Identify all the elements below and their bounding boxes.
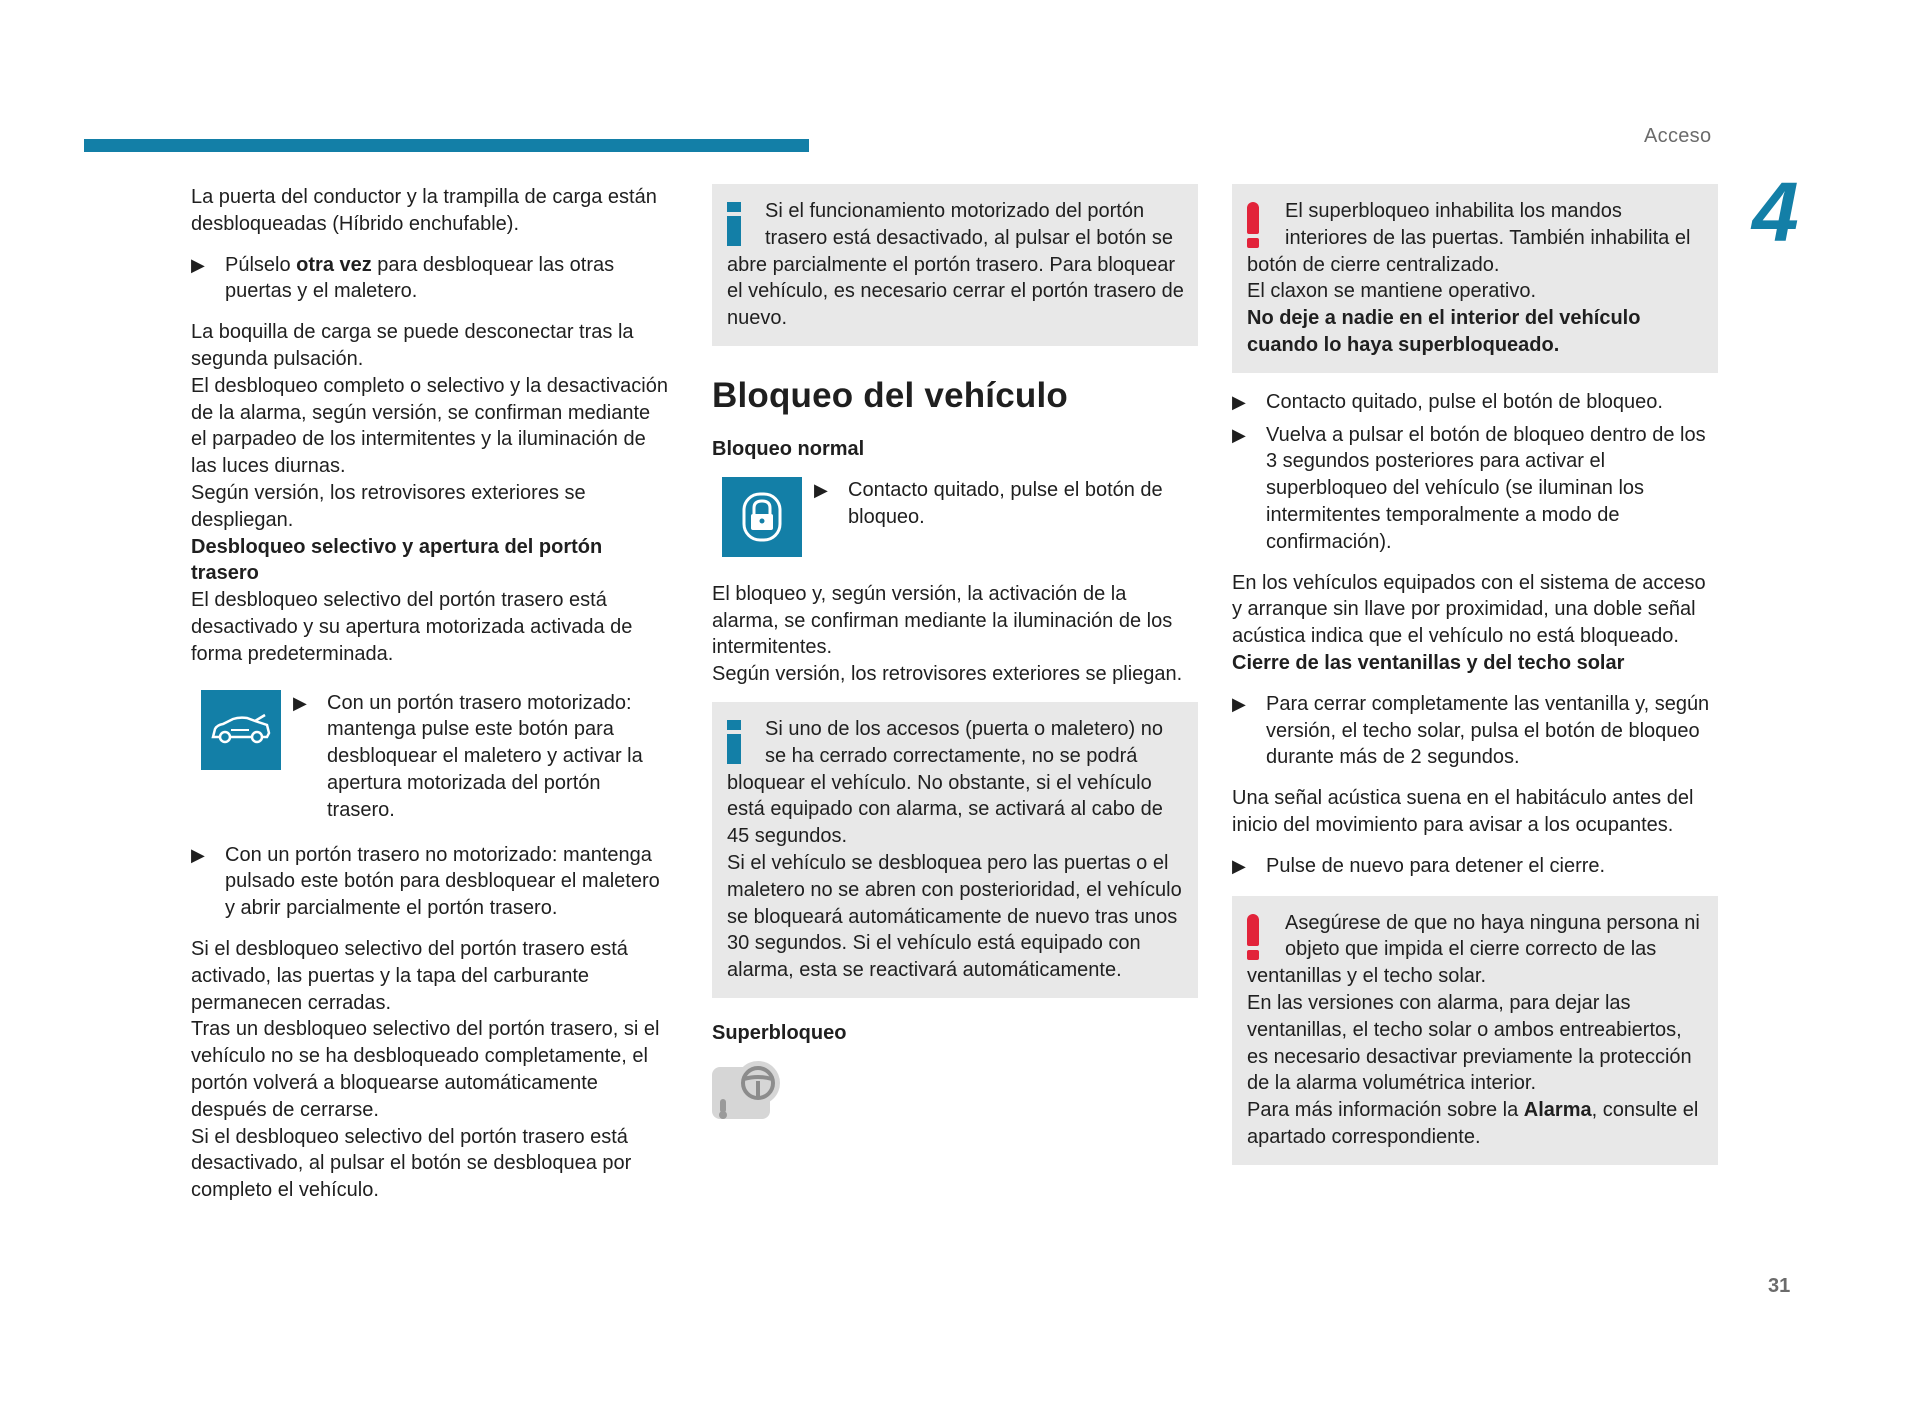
paragraph: Si el desbloqueo selectivo del portón trasero está activado, las puertas y la tapa del carburante permanecen cerradas. [191,937,628,1014]
bullet-text: Pulse de nuevo para detener el cierre. [1266,854,1606,877]
bullet-arrow-icon: ▶ [293,692,307,713]
warning-note [1232,896,1718,1165]
note-text: Si uno de los accesos (puerta o maletero) no se ha cerrado correctamente, no se podrá bloquear el vehículo. No obstante, si el vehículo está equipado con alarma, se activará al cabo de 45 segundos. [727,717,1163,848]
note-text: Para más información sobre la Alarma, consulte el apartado correspondiente. [1247,1099,1699,1148]
bullet-text: Contacto quitado, pulse el botón de bloqueo. [1266,390,1663,413]
paragraph: El desbloqueo selectivo del portón trasero está desactivado y su apertura motorizada activada de forma predeterminada. [191,589,633,665]
paragraph: En los vehículos equipados con el sistema de acceso y arranque sin llave por proximidad, una doble señal acústica indica que el vehículo no está bloqueado. [1232,571,1706,648]
bullet-text: Púlselo otra vez para desbloquear las otras puertas y el maletero. [225,253,615,303]
bullet-arrow-icon: ▶ [1232,693,1246,714]
column-3 [1232,184,1718,1165]
chapter-number: 4 [1752,165,1799,259]
paragraph: El desbloqueo completo o selectivo y la desactivación de la alarma, según versión, se confirman mediante el parpadeo de los intermitentes y la iluminación de las luces diurnas. [191,374,668,478]
bullet-item [814,477,1198,531]
bullet-text: Con un portón trasero motorizado: mantenga pulse este botón para desbloquear el maletero y activar la apertura motorizada del portón trasero. [327,691,643,821]
bullet-text: Contacto quitado, pulse el botón de bloqueo. [848,478,1163,528]
info-icon [727,720,757,766]
bullet-arrow-icon: ▶ [191,844,205,865]
bullet-item [1232,389,1718,416]
paragraph: El bloqueo y, según versión, la activación de la alarma, se confirman mediante la iluminación de los intermitentes. [712,582,1173,659]
bullet-arrow-icon: ▶ [1232,855,1246,876]
note-text: El superbloqueo inhabilita los mandos interiores de las puertas. También inhabilita el botón de cierre centralizado. [1247,200,1691,276]
warning-note [1232,184,1718,373]
padlock-icon [722,477,802,557]
bullet-text: Vuelva a pulsar el botón de bloqueo dentro de los 3 segundos posteriores para activar el superbloqueo del vehículo (se iluminan los intermitentes temporalmente a modo de confirmación). [1266,423,1706,553]
bullet-arrow-icon: ▶ [814,479,828,500]
subheading: Bloqueo normal [712,437,865,460]
note-text: El claxon se mantiene operativo. [1247,280,1537,303]
tailgate-instruction [191,690,671,824]
bullet-arrow-icon: ▶ [191,254,205,275]
steering-wheel-icon [712,1061,1198,1131]
warning-icon [1247,914,1277,960]
note-text: Asegúrese de que no haya ninguna persona ni objeto que impida el cierre correcto de las ventanillas y el techo solar. [1247,911,1700,988]
column-2 [712,184,1198,1131]
info-note [712,184,1198,346]
section-heading: Bloqueo del vehículo [712,375,1068,415]
note-text: Si el funcionamiento motorizado del portón trasero está desactivado, al pulsar el botón se abre parcialmente el portón trasero. Para bloquear el vehículo, es necesario cerrar el portón trasero de nuevo. [727,200,1184,330]
warning-icon [1247,202,1277,248]
bullet-item [1232,853,1718,880]
bullet-item [191,252,671,306]
bullet-item [191,842,671,922]
paragraph: Una señal acústica suena en el habitáculo antes del inicio del movimiento para avisar a los ocupantes. [1232,787,1694,836]
bullet-text: Con un portón trasero no motorizado: mantenga pulsado este botón para desbloquear el maletero y abrir parcialmente el portón trasero. [225,843,660,920]
bullet-item [1232,422,1718,556]
bullet-item [1232,691,1718,771]
info-note [712,702,1198,998]
page-number: 31 [1768,1275,1791,1297]
bullet-text: Para cerrar completamente las ventanilla y, según versión, el techo solar, pulsa el botón de bloqueo durante más de 2 segundos. [1266,692,1710,769]
lock-instruction [712,477,1198,557]
subheading: Desbloqueo selectivo y apertura del portón trasero [191,535,603,585]
section-label: Acceso [1644,125,1712,147]
paragraph: Si el desbloqueo selectivo del portón trasero está desactivado, al pulsar el botón se desbloquea por completo el vehículo. [191,1125,632,1202]
bullet-item [293,690,671,824]
paragraph: La boquilla de carga se puede desconectar tras la segunda pulsación. [191,321,634,370]
note-text: Si el vehículo se desbloquea pero las puertas o el maletero no se abren con posterioridad, el vehículo se bloqueará automáticamente de nuevo tras unos 30 segundos. Si el vehículo está equipado con alarma, esta se reactivará automáticamente. [727,851,1182,982]
subheading: Cierre de las ventanillas y del techo solar [1232,651,1625,674]
column-1 [191,184,671,1204]
info-icon [727,202,757,248]
header-accent-bar [84,139,809,152]
bullet-arrow-icon: ▶ [1232,424,1246,445]
bullet-arrow-icon: ▶ [1232,391,1246,412]
subheading: Superbloqueo [712,1021,847,1044]
paragraph: Tras un desbloqueo selectivo del portón trasero, si el vehículo no se ha desbloqueado completamente, el portón volverá a bloquearse automáticamente después de cerrarse. [191,1018,660,1121]
note-text: En las versiones con alarma, para dejar las ventanillas, el techo solar o ambos entreabiertos, es necesario desactivar previamente la protección de la alarma volumétrica interior. [1247,991,1692,1095]
car-tailgate-icon [201,690,281,770]
paragraph: La puerta del conductor y la trampilla de carga están desbloqueadas (Híbrido enchufable). [191,186,657,235]
paragraph: Según versión, los retrovisores exteriores se despliegan. [191,481,586,531]
paragraph: Según versión, los retrovisores exteriores se pliegan. [712,663,1183,686]
note-text-bold: No deje a nadie en el interior del vehículo cuando lo haya superbloqueado. [1247,307,1641,356]
